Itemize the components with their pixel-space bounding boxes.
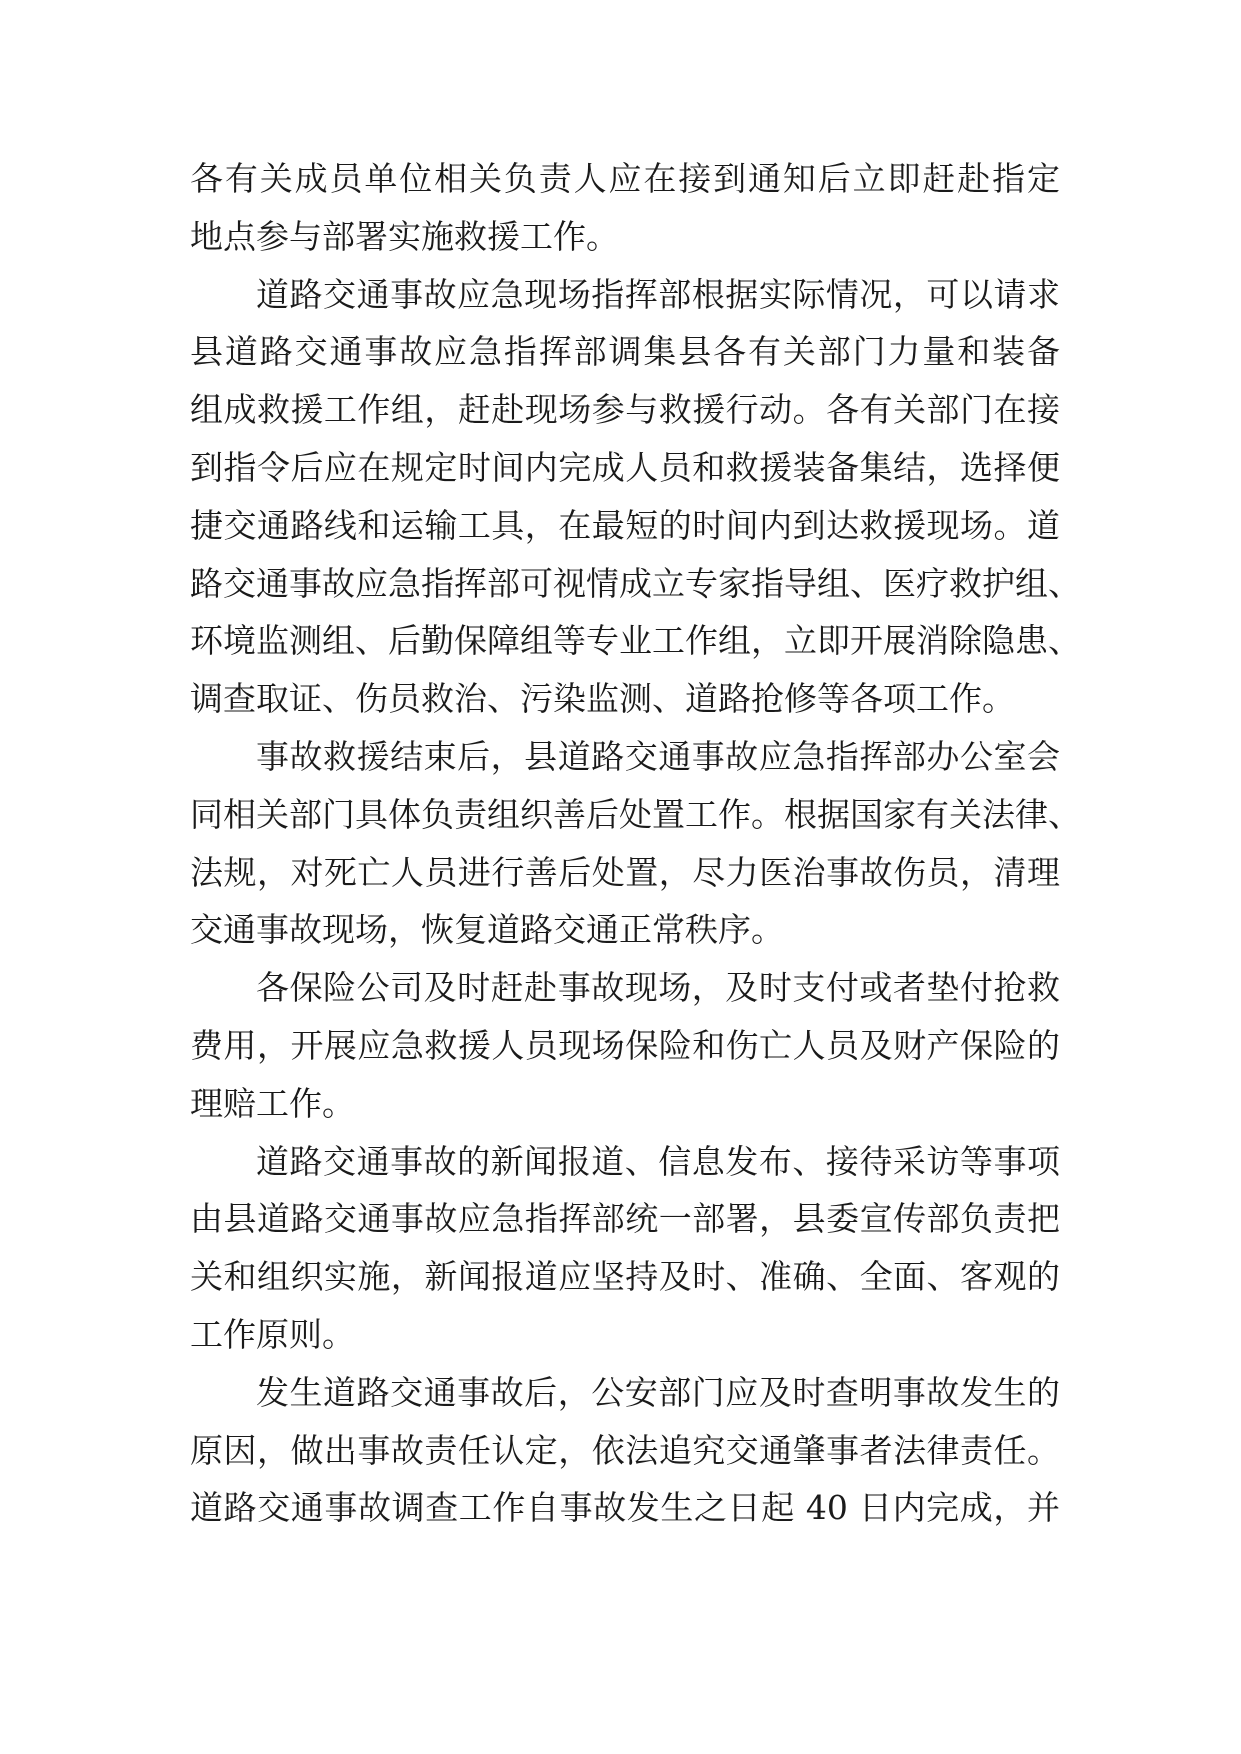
document-body — [190, 150, 1081, 1537]
text-line: 地点参与部署实施救援工作。 — [190, 216, 619, 256]
text-line: 道路交通事故调查工作自事故发生之日起 40 日内完成，并 — [190, 1488, 1060, 1528]
paragraph-first-line: 道路交通事故应急现场指挥部根据实际情况，可以请求 — [256, 274, 1060, 314]
text-line: 费用，开展应急救援人员现场保险和伤亡人员及财产保险的 — [190, 1025, 1060, 1065]
text-line: 路交通事故应急指挥部可视情成立专家指导组、医疗救护组、 — [190, 563, 1081, 603]
text-line: 调查取证、伤员救治、污染监测、道路抢修等各项工作。 — [190, 679, 1015, 719]
text-line: 组成救援工作组，赶赴现场参与救援行动。各有关部门在接 — [190, 390, 1060, 430]
text-line: 法规，对死亡人员进行善后处置，尽力医治事故伤员，清理 — [190, 852, 1060, 892]
text-line: 捷交通路线和运输工具，在最短的时间内到达救援现场。道 — [190, 505, 1060, 545]
text-line: 交通事故现场，恢复道路交通正常秩序。 — [190, 910, 784, 950]
text-line: 工作原则。 — [190, 1314, 355, 1354]
text-line: 县道路交通事故应急指挥部调集县各有关部门力量和装备 — [190, 332, 1060, 372]
text-line: 理赔工作。 — [190, 1083, 355, 1123]
text-line: 原因，做出事故责任认定，依法追究交通肇事者法律责任。 — [190, 1430, 1060, 1470]
text-line: 各有关成员单位相关负责人应在接到通知后立即赶赴指定 — [190, 159, 1060, 198]
paragraph-first-line: 发生道路交通事故后，公安部门应及时查明事故发生的 — [256, 1372, 1060, 1412]
text-line: 环境监测组、后勤保障组等专业工作组，立即开展消除隐患、 — [190, 621, 1081, 661]
text-line: 到指令后应在规定时间内完成人员和救援装备集结，选择便 — [190, 447, 1060, 487]
text-line: 关和组织实施，新闻报道应坚持及时、准确、全面、客观的 — [190, 1257, 1060, 1297]
paragraph-first-line: 事故救援结束后，县道路交通事故应急指挥部办公室会 — [256, 736, 1060, 776]
paragraph-first-line: 各保险公司及时赶赴事故现场，及时支付或者垫付抢救 — [256, 968, 1060, 1008]
text-line: 由县道路交通事故应急指挥部统一部署，县委宣传部负责把 — [190, 1199, 1060, 1239]
paragraph-first-line: 道路交通事故的新闻报道、信息发布、接待采访等事项 — [256, 1141, 1060, 1181]
text-line: 同相关部门具体负责组织善后处置工作。根据国家有关法律、 — [190, 794, 1081, 834]
